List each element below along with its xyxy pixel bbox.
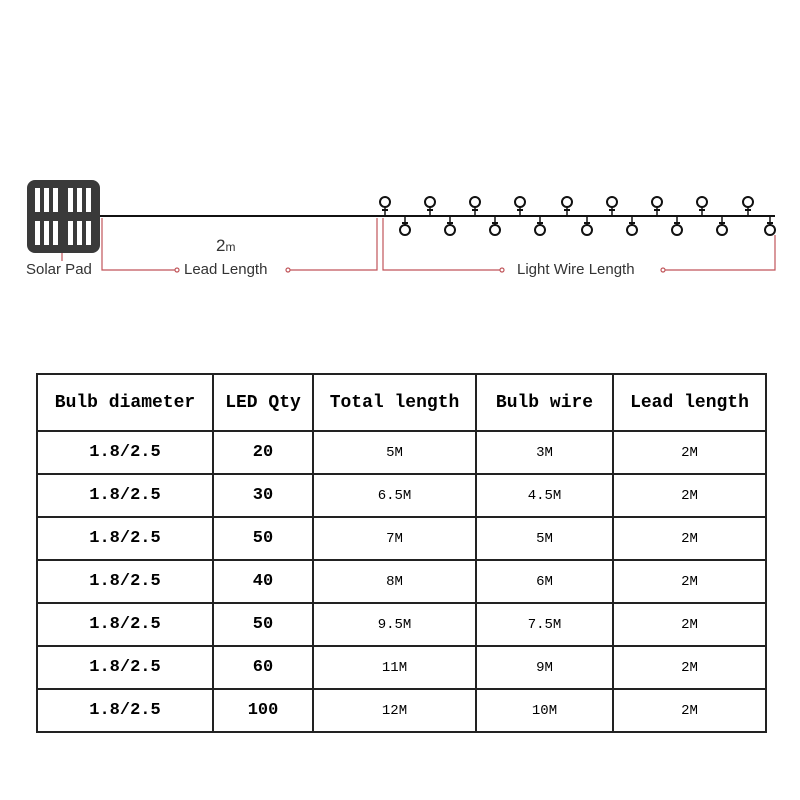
cell-bulb-wire: 3M [476, 431, 613, 474]
cell-total-length: 6.5M [313, 474, 476, 517]
bulb-icon [582, 216, 592, 235]
cell-bulb-wire: 5M [476, 517, 613, 560]
cell-bulb-diameter: 1.8/2.5 [37, 603, 213, 646]
cell-led-qty: 20 [213, 431, 313, 474]
cell-total-length: 11M [313, 646, 476, 689]
cell-total-length: 5M [313, 431, 476, 474]
bulb-icon [743, 197, 753, 216]
lead-length-value [214, 236, 237, 256]
cell-led-qty: 50 [213, 603, 313, 646]
bulb-icon [400, 216, 410, 235]
bulb-icon [490, 216, 500, 235]
solar-pad-icon [27, 180, 100, 253]
cell-total-length: 8M [313, 560, 476, 603]
bulb-icon [765, 216, 775, 235]
string-light-diagram [0, 0, 800, 300]
bulb-icon [515, 197, 525, 216]
cell-bulb-wire: 9M [476, 646, 613, 689]
bulb-icon [562, 197, 572, 216]
cell-lead-length: 2M [613, 431, 766, 474]
lead-value: 2 [216, 236, 226, 255]
bulb-icon [445, 216, 455, 235]
bulb-icon [697, 197, 707, 216]
cell-bulb-diameter: 1.8/2.5 [37, 689, 213, 732]
cell-lead-length: 2M [613, 646, 766, 689]
cell-lead-length: 2M [613, 517, 766, 560]
table-row [37, 431, 766, 474]
light-wire-length-label: Light Wire Length [517, 261, 635, 278]
spec-table [36, 373, 767, 733]
bulb-icon [425, 197, 435, 216]
cell-total-length: 7M [313, 517, 476, 560]
cell-bulb-wire: 6M [476, 560, 613, 603]
cell-lead-length: 2M [613, 560, 766, 603]
bulb-icon [652, 197, 662, 216]
cell-bulb-diameter: 1.8/2.5 [37, 646, 213, 689]
cell-led-qty: 40 [213, 560, 313, 603]
cell-bulb-diameter: 1.8/2.5 [37, 560, 213, 603]
lead-unit: m [225, 240, 236, 254]
header-bulb-wire: Bulb wire [476, 374, 613, 431]
bulb-icon [672, 216, 682, 235]
cell-bulb-wire: 7.5M [476, 603, 613, 646]
bulb-icon [470, 197, 480, 216]
bulb-icon [607, 197, 617, 216]
table-row [37, 517, 766, 560]
cell-led-qty: 50 [213, 517, 313, 560]
solar-pad-label: Solar Pad [26, 261, 92, 278]
header-led-qty: LED Qty [213, 374, 313, 431]
bulb-icon [535, 216, 545, 235]
bulb-icon [717, 216, 727, 235]
cell-bulb-wire: 10M [476, 689, 613, 732]
header-lead-length: Lead length [613, 374, 766, 431]
dimension-lines [60, 218, 775, 272]
cell-lead-length: 2M [613, 689, 766, 732]
cell-led-qty: 100 [213, 689, 313, 732]
bulb-icon [627, 216, 637, 235]
table-row [37, 560, 766, 603]
bulb-icon [380, 197, 390, 216]
cell-bulb-diameter: 1.8/2.5 [37, 517, 213, 560]
cell-bulb-wire: 4.5M [476, 474, 613, 517]
header-total-length: Total length [313, 374, 476, 431]
cell-total-length: 12M [313, 689, 476, 732]
cell-led-qty: 30 [213, 474, 313, 517]
lead-length-label: Lead Length [184, 261, 268, 278]
table-header-row [37, 374, 766, 431]
table-row [37, 689, 766, 732]
cell-total-length: 9.5M [313, 603, 476, 646]
cell-led-qty: 60 [213, 646, 313, 689]
cell-lead-length: 2M [613, 474, 766, 517]
cell-bulb-diameter: 1.8/2.5 [37, 474, 213, 517]
header-bulb-diameter: Bulb diameter [37, 374, 213, 431]
table-row [37, 646, 766, 689]
cell-bulb-diameter: 1.8/2.5 [37, 431, 213, 474]
table-row [37, 603, 766, 646]
cell-lead-length: 2M [613, 603, 766, 646]
table-row [37, 474, 766, 517]
